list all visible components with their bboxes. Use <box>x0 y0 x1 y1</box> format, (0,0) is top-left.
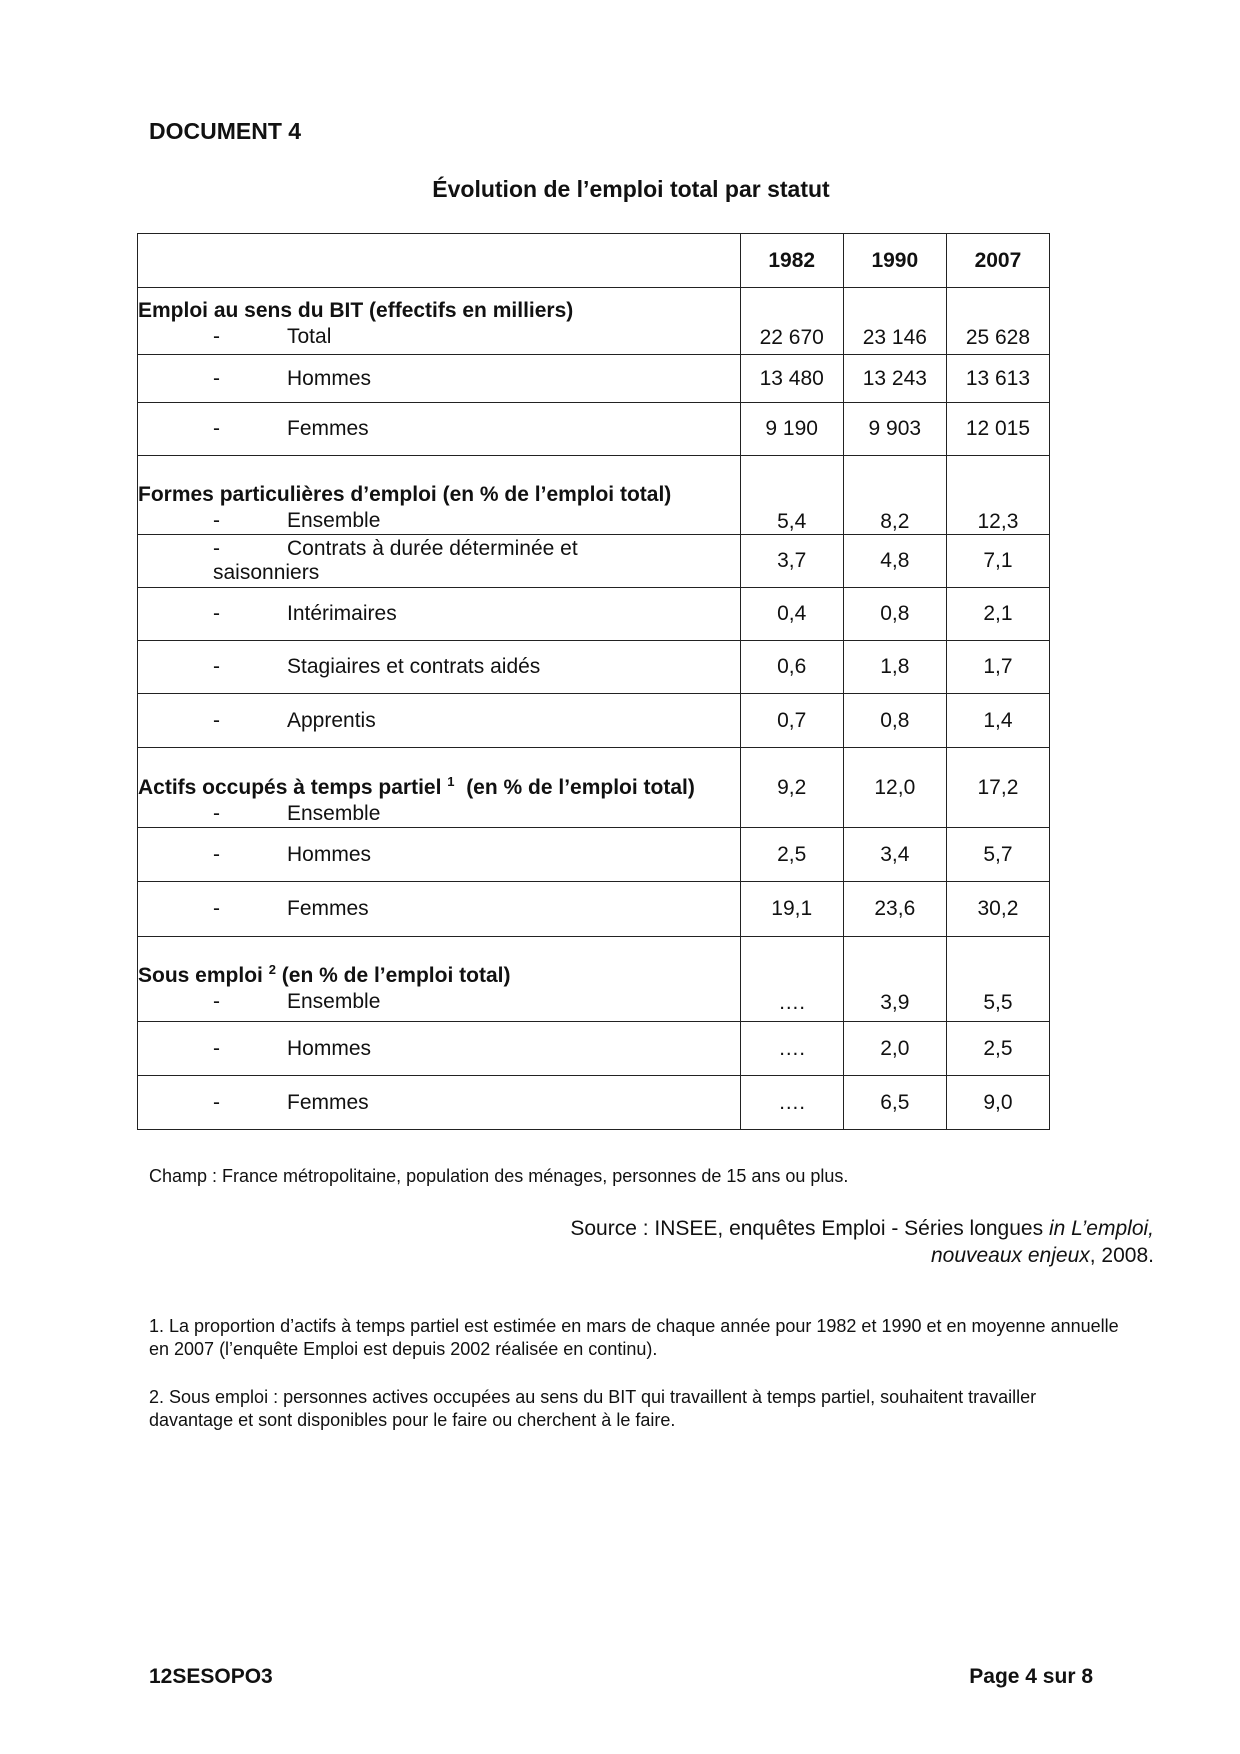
table-cell: 2,5 <box>946 1022 1049 1076</box>
table-cell: 17,2 <box>946 748 1049 828</box>
table-cell: …. <box>740 937 843 1022</box>
row-dash: - <box>213 897 220 920</box>
row-label: Contrats à durée déterminée et <box>287 537 578 560</box>
table-cell: 25 628 <box>946 288 1049 355</box>
table-cell: 22 670 <box>740 288 843 355</box>
row-dash: - <box>213 990 220 1013</box>
row-dash: - <box>213 602 220 625</box>
year-header: 2007 <box>946 234 1049 288</box>
table-cell: 0,7 <box>740 694 843 748</box>
table-cell: 13 243 <box>843 355 946 403</box>
row-dash: - <box>213 802 220 825</box>
group-title: Sous emploi $^2$ (en % de l’emploi total) <box>138 962 511 987</box>
row-label: Hommes <box>287 842 372 866</box>
table-cell: 23,6 <box>843 882 946 937</box>
row-label: Femmes <box>287 897 369 920</box>
group-title: Actifs occupés à temps partiel $^1$ (en % de l’emploi total) <box>138 774 695 799</box>
table-row <box>138 641 1050 694</box>
document-code: 12SESOPO3 <box>149 1665 273 1688</box>
row-dash: - <box>213 325 220 348</box>
page-title: Évolution de l’emploi total par statut <box>432 176 830 202</box>
table-cell: 19,1 <box>740 882 843 937</box>
table-cell: 13 613 <box>946 355 1049 403</box>
table-row <box>138 588 1050 641</box>
table-cell: 9 190 <box>740 403 843 456</box>
table-cell: 9,0 <box>946 1076 1049 1130</box>
row-label: Femmes <box>287 1090 369 1114</box>
table-header-row <box>138 234 1050 288</box>
row-label: Hommes <box>287 1036 372 1060</box>
table-row <box>138 937 1050 1022</box>
row-label: Ensemble <box>287 509 381 532</box>
table-row <box>138 456 1050 535</box>
table-cell: 9 903 <box>843 403 946 456</box>
header-empty-cell <box>138 234 741 288</box>
row-dash: - <box>213 1036 220 1060</box>
table-cell: 0,8 <box>843 588 946 641</box>
table-row <box>138 882 1050 937</box>
row-label-continued: saisonniers <box>213 561 320 584</box>
table-cell: 3,9 <box>843 937 946 1022</box>
footnote-ref: 2 <box>268 962 276 977</box>
row-label: Femmes <box>287 417 369 440</box>
table-row <box>138 1076 1050 1130</box>
table-cell: …. <box>740 1076 843 1130</box>
row-label: Intérimaires <box>287 602 397 625</box>
row-label: Ensemble <box>287 990 381 1013</box>
table-cell: 2,1 <box>946 588 1049 641</box>
table-cell: 12,3 <box>946 456 1049 535</box>
table-cell: 12 015 <box>946 403 1049 456</box>
table-cell: 2,0 <box>843 1022 946 1076</box>
table-row <box>138 828 1050 882</box>
page-number: Page 4 sur 8 <box>969 1665 1093 1688</box>
table-row <box>138 403 1050 456</box>
table-row <box>138 1022 1050 1076</box>
table-cell: 5,5 <box>946 937 1049 1022</box>
row-dash: - <box>213 417 220 440</box>
footnote-2: 2. Sous emploi : personnes actives occupées au sens du BIT qui travaillent à temps partiel, souhaitent travailler davantage et sont disponibles pour le faire ou cherchent à le faire. <box>149 1387 1037 1430</box>
source-citation: Source : INSEE, enquêtes Emploi - Séries longues in L’emploi, nouveaux enjeux, 2008. <box>570 1217 1154 1267</box>
table-row <box>138 288 1050 355</box>
row-dash: - <box>213 509 220 532</box>
footnote-1: 1. La proportion d’actifs à temps partiel est estimée en mars de chaque année pour 1982 et 1990 et en moyenne annuelle en 2007 (l’enquête Emploi est depuis 2002 réalisée en continu). <box>149 1316 1119 1359</box>
group-title: Emploi au sens du BIT (effectifs en milliers) <box>138 299 574 322</box>
document-label: DOCUMENT 4 <box>149 118 302 144</box>
group-title: Formes particulières d’emploi (en % de l’emploi total) <box>138 483 672 506</box>
row-dash: - <box>213 842 220 866</box>
table-cell: 3,4 <box>843 828 946 882</box>
table-cell: 12,0 <box>843 748 946 828</box>
year-header: 1982 <box>740 234 843 288</box>
row-label: Apprentis <box>287 708 376 732</box>
table-row <box>138 694 1050 748</box>
table-cell: …. <box>740 1022 843 1076</box>
footnote-ref: 1 <box>447 774 455 789</box>
table-row <box>138 535 1050 588</box>
employment-table <box>137 233 1050 1130</box>
table-row <box>138 748 1050 828</box>
row-label: Stagiaires et contrats aidés <box>287 655 541 678</box>
table-row <box>138 355 1050 403</box>
table-cell: 8,2 <box>843 456 946 535</box>
row-dash: - <box>213 1090 220 1114</box>
table-cell: 1,8 <box>843 641 946 694</box>
table-cell: 0,8 <box>843 694 946 748</box>
table-cell: 7,1 <box>946 535 1049 588</box>
table-cell: 4,8 <box>843 535 946 588</box>
table-cell: 5,4 <box>740 456 843 535</box>
table-cell: 1,7 <box>946 641 1049 694</box>
row-label: Ensemble <box>287 802 381 825</box>
table-cell: 6,5 <box>843 1076 946 1130</box>
table-cell: 3,7 <box>740 535 843 588</box>
row-dash: - <box>213 655 220 678</box>
table-cell: 9,2 <box>740 748 843 828</box>
row-dash: - <box>213 708 220 732</box>
row-dash: - <box>213 537 220 560</box>
row-label: Hommes <box>287 366 372 390</box>
row-label: Total <box>287 325 332 348</box>
table-cell: 0,6 <box>740 641 843 694</box>
row-dash: - <box>213 366 220 390</box>
year-header: 1990 <box>843 234 946 288</box>
table-cell: 30,2 <box>946 882 1049 937</box>
table-cell: 1,4 <box>946 694 1049 748</box>
table-cell: 0,4 <box>740 588 843 641</box>
table-cell: 23 146 <box>843 288 946 355</box>
table-cell: 5,7 <box>946 828 1049 882</box>
scope-note: Champ : France métropolitaine, population des ménages, personnes de 15 ans ou plus. <box>149 1166 849 1186</box>
table-cell: 13 480 <box>740 355 843 403</box>
table-cell: 2,5 <box>740 828 843 882</box>
